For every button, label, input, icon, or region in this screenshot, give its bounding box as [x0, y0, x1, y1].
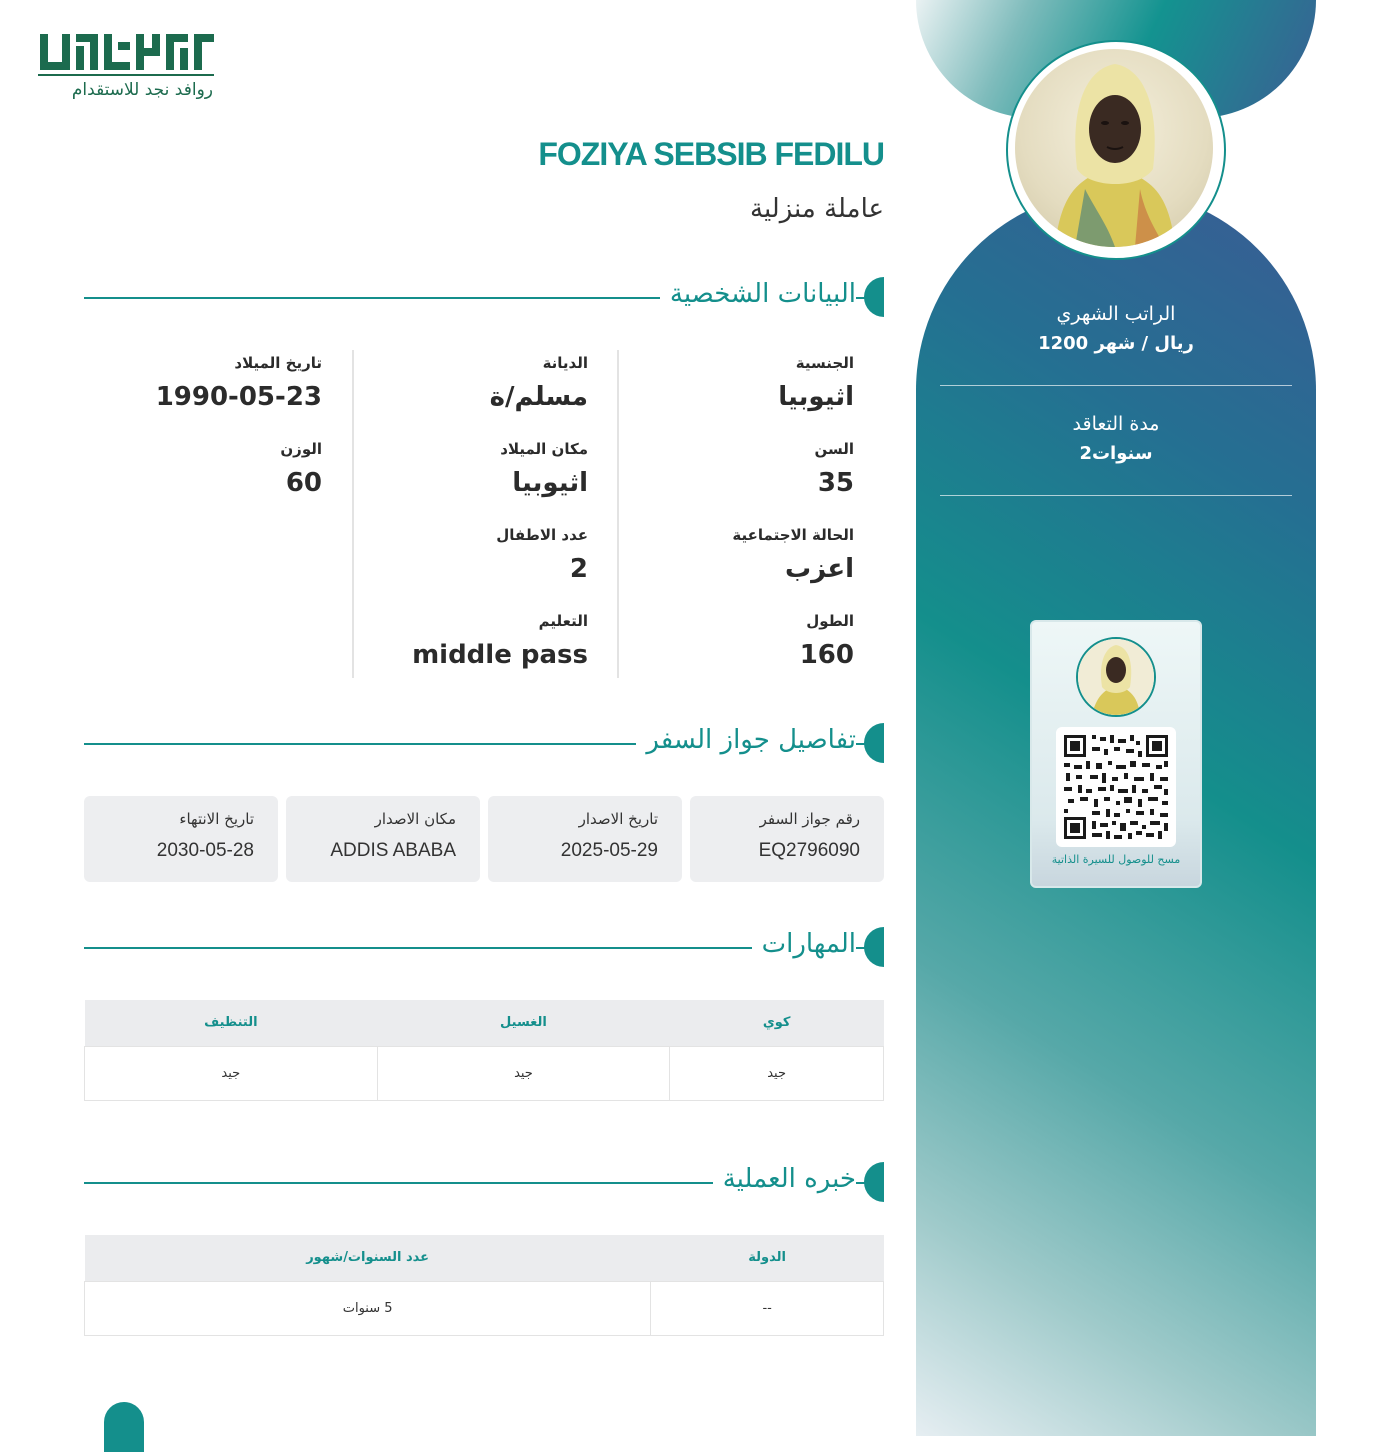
- footer-tab: [104, 1402, 144, 1452]
- section-tab: [864, 723, 884, 763]
- card-value: ADDIS ABABA: [330, 840, 456, 861]
- field-label: الحالة الاجتماعية: [732, 526, 854, 544]
- field-label: الجنسية: [795, 354, 854, 372]
- salary-block: [940, 303, 1292, 354]
- field-age: [618, 436, 854, 522]
- table-cell: جيد: [670, 1046, 884, 1100]
- column-divider: [617, 350, 619, 678]
- field-religion: [354, 350, 588, 436]
- table-row: [85, 1281, 884, 1335]
- card-value: 2025-05-29: [560, 840, 658, 861]
- field-value: middle pass: [412, 640, 588, 670]
- section-experience: [84, 1162, 884, 1204]
- field-birthplace: [354, 436, 588, 522]
- section-personal: [84, 277, 884, 319]
- qr-card-photo: [1076, 637, 1156, 717]
- field-label: تاريخ الميلاد: [234, 354, 322, 372]
- profile-photo: [1015, 49, 1213, 247]
- field-label: التعليم: [538, 612, 588, 630]
- section-passport: [84, 723, 884, 765]
- table-header: عدد السنوات/شهور: [85, 1235, 651, 1281]
- table-header: التنظيف: [85, 1000, 378, 1046]
- field-label: السن: [814, 440, 854, 458]
- issue-place-card: [286, 796, 480, 882]
- field-value: اعزب: [785, 554, 854, 584]
- table-header: الغسيل: [377, 1000, 670, 1046]
- field-value: 35: [817, 468, 854, 498]
- card-value: EQ2796090: [758, 840, 860, 861]
- skills-table: [84, 1000, 884, 1101]
- personal-column-2: [352, 350, 618, 678]
- field-children: [354, 522, 588, 608]
- field-marital-status: [618, 522, 854, 608]
- field-value: 1990-05-23: [155, 382, 322, 412]
- section-tab: [864, 1162, 884, 1202]
- field-height: [618, 608, 854, 694]
- expiry-date-card: [84, 796, 278, 882]
- section-title: البيانات الشخصية: [660, 279, 856, 309]
- salary-label: الراتب الشهري: [1056, 303, 1176, 325]
- candidate-name: FOZIYA SEBSIB FEDILU: [538, 136, 884, 172]
- field-value: اثيوبيا: [778, 382, 854, 412]
- field-label: الديانة: [542, 354, 588, 372]
- field-value: اثيوبيا: [512, 468, 588, 498]
- card-label: تاريخ الاصدار: [578, 810, 658, 828]
- section-title: خبره العملية: [713, 1164, 856, 1194]
- field-value: 60: [285, 468, 322, 498]
- job-title: عاملة منزلية: [750, 194, 884, 224]
- table-row: [85, 1046, 884, 1100]
- contract-value: 2سنوات: [1079, 443, 1153, 464]
- field-nationality: [618, 350, 854, 436]
- section-tab: [864, 277, 884, 317]
- field-label: الطول: [806, 612, 854, 630]
- issue-date-card: [488, 796, 682, 882]
- table-cell: جيد: [85, 1046, 378, 1100]
- personal-column-1: [618, 350, 884, 678]
- field-value: مسلم/ة: [489, 382, 588, 412]
- field-value: 2: [569, 554, 588, 584]
- sidebar-divider: [940, 495, 1292, 496]
- personal-column-3: [86, 350, 352, 678]
- field-label: مكان الميلاد: [500, 440, 588, 458]
- card-value: 2030-05-28: [156, 840, 254, 861]
- section-tab: [864, 927, 884, 967]
- section-title: المهارات: [752, 929, 856, 959]
- passport-number-card: [690, 796, 884, 882]
- table-header: الدولة: [651, 1235, 884, 1281]
- table-cell: 5 سنوات: [85, 1281, 651, 1335]
- table-header-row: [85, 1000, 884, 1046]
- company-logo-text: روافد نجد للاستقدام: [71, 80, 213, 100]
- experience-table: [84, 1235, 884, 1336]
- table-cell: جيد: [377, 1046, 670, 1100]
- salary-value: 1200 ريال / شهر: [1038, 333, 1194, 354]
- contract-block: [940, 413, 1292, 464]
- card-label: مكان الاصدار: [374, 810, 456, 828]
- field-label: الوزن: [280, 440, 322, 458]
- table-cell: --: [651, 1281, 884, 1335]
- contract-label: مدة التعاقد: [1072, 413, 1160, 435]
- field-label: عدد الاطفال: [496, 526, 588, 544]
- qr-caption: مسح للوصول للسيرة الذاتية: [1051, 853, 1181, 866]
- card-label: تاريخ الانتهاء: [179, 810, 254, 828]
- section-skills: [84, 927, 884, 969]
- table-header-row: [85, 1235, 884, 1281]
- field-value: 160: [799, 640, 854, 670]
- field-birthdate: [86, 350, 322, 436]
- field-education: [354, 608, 588, 694]
- qr-code[interactable]: [1056, 727, 1176, 847]
- field-weight: [86, 436, 322, 522]
- table-header: كوي: [670, 1000, 884, 1046]
- sidebar-divider: [940, 385, 1292, 386]
- section-title: تفاصيل جواز السفر: [636, 725, 856, 755]
- card-label: رقم جواز السفر: [759, 810, 860, 828]
